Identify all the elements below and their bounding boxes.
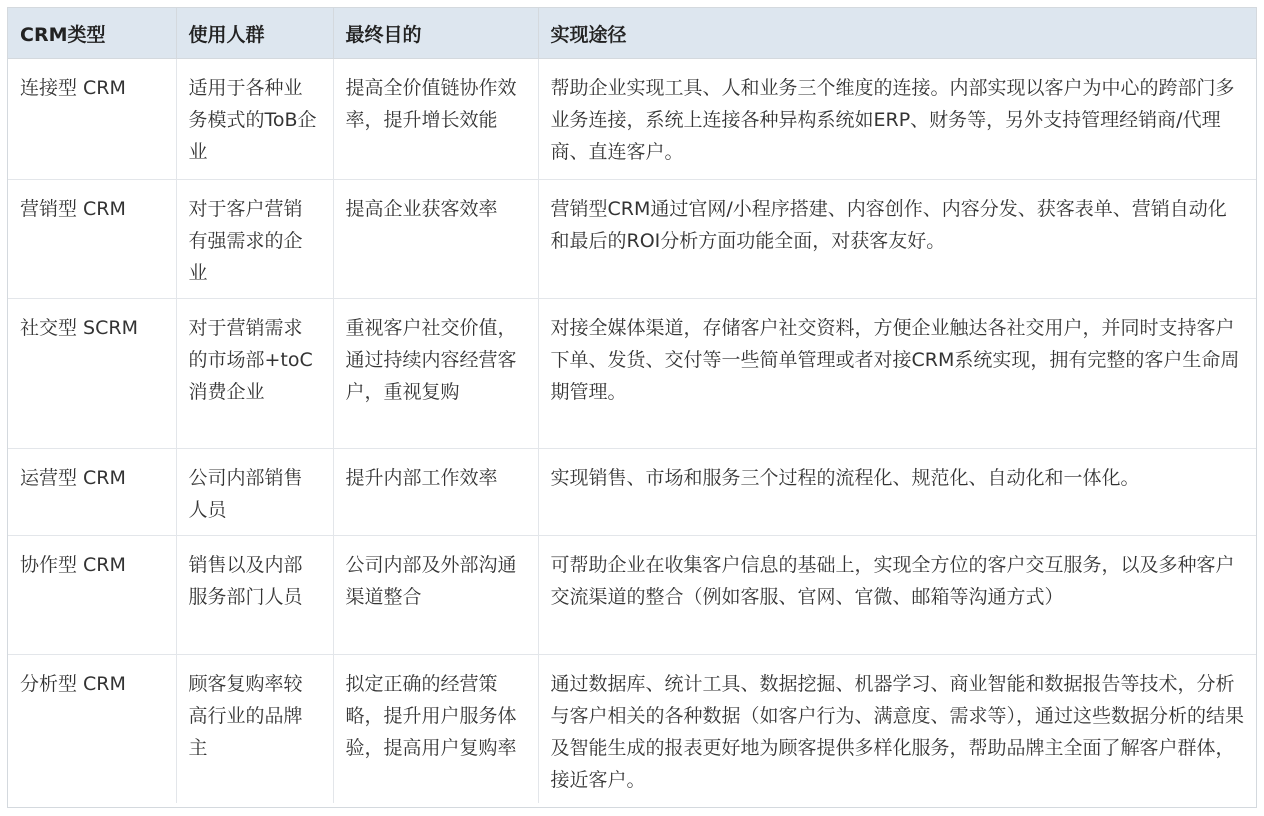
cell-final-goal: 拟定正确的经营策略，提升用户服务体验，提高用户复购率 [333,655,538,804]
header-implementation: 实现途径 [538,8,1256,59]
cell-implementation: 可帮助企业在收集客户信息的基础上，实现全方位的客户交互服务，以及多种客户交流渠道的整合（例如客服、官网、官微、邮箱等沟通方式） [538,536,1256,655]
cell-target-users: 对于客户营销有强需求的企业 [176,180,333,299]
cell-final-goal: 公司内部及外部沟通渠道整合 [333,536,538,655]
table-row [8,299,1256,449]
cell-target-users: 销售以及内部服务部门人员 [176,536,333,655]
cell-final-goal: 提高企业获客效率 [333,180,538,299]
table-header-row [8,8,1256,59]
cell-crm-type: 社交型 SCRM [8,299,176,449]
cell-crm-type: 营销型 CRM [8,180,176,299]
header-crm-type: CRM类型 [8,8,176,59]
cell-implementation: 实现销售、市场和服务三个过程的流程化、规范化、自动化和一体化。 [538,449,1256,536]
table-row [8,449,1256,536]
cell-crm-type: 分析型 CRM [8,655,176,804]
cell-crm-type: 连接型 CRM [8,59,176,180]
cell-crm-type: 协作型 CRM [8,536,176,655]
table-row [8,536,1256,655]
cell-implementation: 营销型CRM通过官网/小程序搭建、内容创作、内容分发、获客表单、营销自动化和最后的ROI分析方面功能全面，对获客友好。 [538,180,1256,299]
table-row [8,655,1256,804]
cell-crm-type: 运营型 CRM [8,449,176,536]
table-row [8,180,1256,299]
cell-implementation: 帮助企业实现工具、人和业务三个维度的连接。内部实现以客户为中心的跨部门多业务连接，系统上连接各种异构系统如ERP、财务等，另外支持管理经销商/代理商、直连客户。 [538,59,1256,180]
cell-final-goal: 提升内部工作效率 [333,449,538,536]
cell-final-goal: 提高全价值链协作效率，提升增长效能 [333,59,538,180]
cell-implementation: 对接全媒体渠道，存储客户社交资料，方便企业触达各社交用户，并同时支持客户下单、发货、交付等一些简单管理或者对接CRM系统实现，拥有完整的客户生命周期管理。 [538,299,1256,449]
crm-types-table-container [7,7,1257,808]
header-target-users: 使用人群 [176,8,333,59]
table-row [8,59,1256,180]
cell-target-users: 对于营销需求的市场部+toC消费企业 [176,299,333,449]
cell-implementation: 通过数据库、统计工具、数据挖掘、机器学习、商业智能和数据报告等技术，分析与客户相关的各种数据（如客户行为、满意度、需求等），通过这些数据分析的结果及智能生成的报表更好地为顾客提供多样化服务，帮助品牌主全面了解客户群体，接近客户。 [550,673,1245,791]
cell-final-goal: 重视客户社交价值，通过持续内容经营客户，重视复购 [333,299,538,449]
header-final-goal: 最终目的 [333,8,538,59]
cell-target-users: 公司内部销售人员 [176,449,333,536]
cell-target-users: 适用于各种业务模式的ToB企业 [176,59,333,180]
crm-types-table [8,8,1256,803]
cell-target-users: 顾客复购率较高行业的品牌主 [176,655,333,804]
